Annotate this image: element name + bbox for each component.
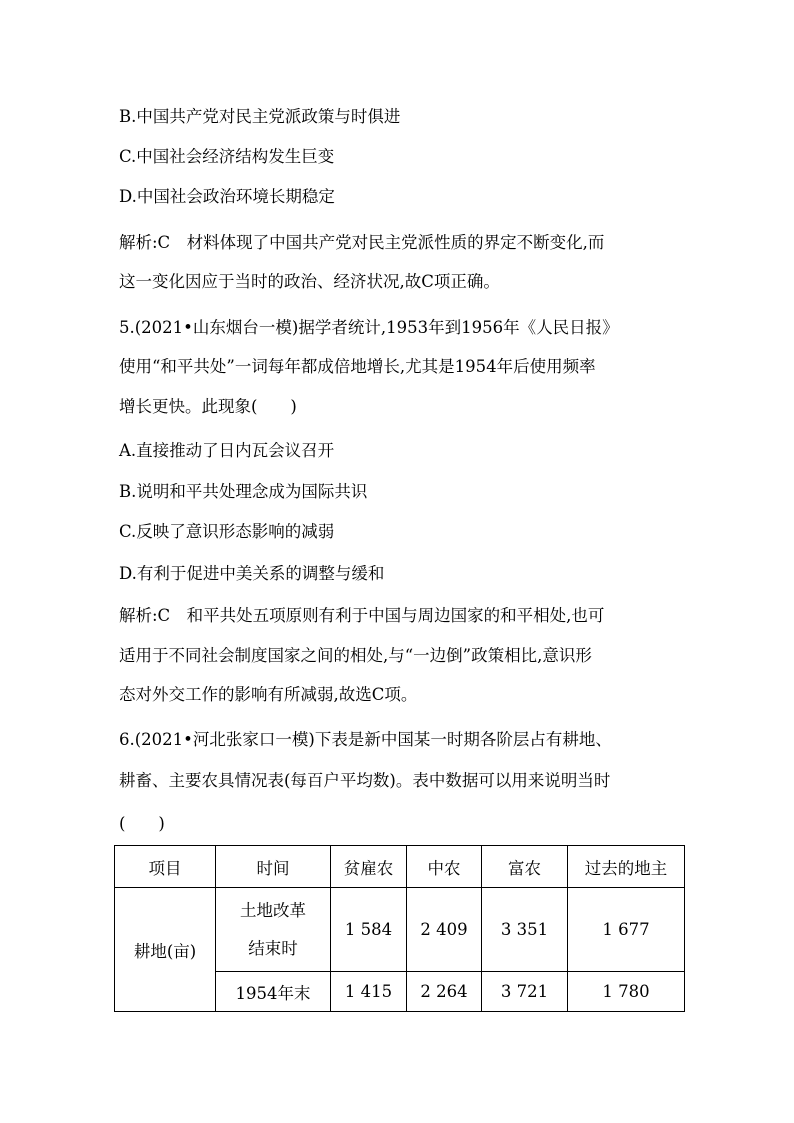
q4-option-c: C.中国社会经济结构发生巨变	[119, 147, 335, 166]
value-cell: 2 409	[407, 888, 482, 972]
q5-option-b: B.说明和平共处理念成为国际共识	[119, 482, 368, 501]
q4-option-b: B.中国共产党对民主党派政策与时俱进	[119, 107, 401, 126]
q5-analysis-line-2: 适用于不同社会制度国家之间的相处,与“一边倒”政策相比,意识形	[119, 646, 592, 665]
time-cell-line-1: 土地改革	[240, 900, 306, 920]
header-cell-time: 时间	[216, 846, 331, 888]
q5-analysis-line-1: 解析:C 和平共处五项原则有利于中国与周边国家的和平相处,也可	[119, 606, 605, 625]
value-cell: 1 677	[568, 888, 685, 972]
q6-stem-line-3: ( )	[119, 814, 165, 833]
header-cell-middle-peasants: 中农	[407, 846, 482, 888]
q4-analysis-line-1: 解析:C 材料体现了中国共产党对民主党派性质的界定不断变化,而	[119, 233, 605, 252]
q5-option-d: D.有利于促进中美关系的调整与缓和	[119, 564, 385, 583]
row-group-label: 耕地(亩)	[115, 888, 216, 1012]
time-cell-line-2: 结束时	[248, 938, 298, 958]
header-cell-rich-peasants: 富农	[482, 846, 568, 888]
value-cell: 2 264	[407, 972, 482, 1012]
q5-stem-line-2: 使用“和平共处”一词每年都成倍地增长,尤其是1954年后使用频率	[119, 357, 596, 376]
time-cell: 1954年末	[216, 972, 331, 1012]
value-cell: 1 584	[331, 888, 407, 972]
header-cell-item: 项目	[115, 846, 216, 888]
q5-stem-line-3: 增长更快。此现象( )	[119, 397, 297, 416]
value-cell: 1 780	[568, 972, 685, 1012]
header-cell-poor-peasants: 贫雇农	[331, 846, 407, 888]
header-cell-former-landlords: 过去的地主	[568, 846, 685, 888]
land-ownership-table	[114, 845, 685, 1012]
q4-analysis-line-2: 这一变化因应于当时的政治、经济状况,故C项正确。	[119, 272, 500, 291]
value-cell: 1 415	[331, 972, 407, 1012]
q5-analysis-line-3: 态对外交工作的影响有所减弱,故选C项。	[119, 685, 418, 704]
q5-option-a: A.直接推动了日内瓦会议召开	[119, 441, 335, 460]
table-row	[115, 888, 685, 972]
time-cell	[216, 888, 331, 972]
q6-stem-line-1: 6.(2021•河北张家口一模)下表是新中国某一时期各阶层占有耕地、	[119, 730, 612, 749]
q5-option-c: C.反映了意识形态影响的减弱	[119, 522, 335, 541]
q4-option-d: D.中国社会政治环境长期稳定	[119, 187, 335, 206]
value-cell: 3 721	[482, 972, 568, 1012]
q5-stem-line-1: 5.(2021•山东烟台一模)据学者统计,1953年到1956年《人民日报》	[119, 318, 619, 337]
value-cell: 3 351	[482, 888, 568, 972]
q6-stem-line-2: 耕畜、主要农具情况表(每百户平均数)。表中数据可以用来说明当时	[119, 771, 611, 790]
table-header-row	[115, 846, 685, 888]
